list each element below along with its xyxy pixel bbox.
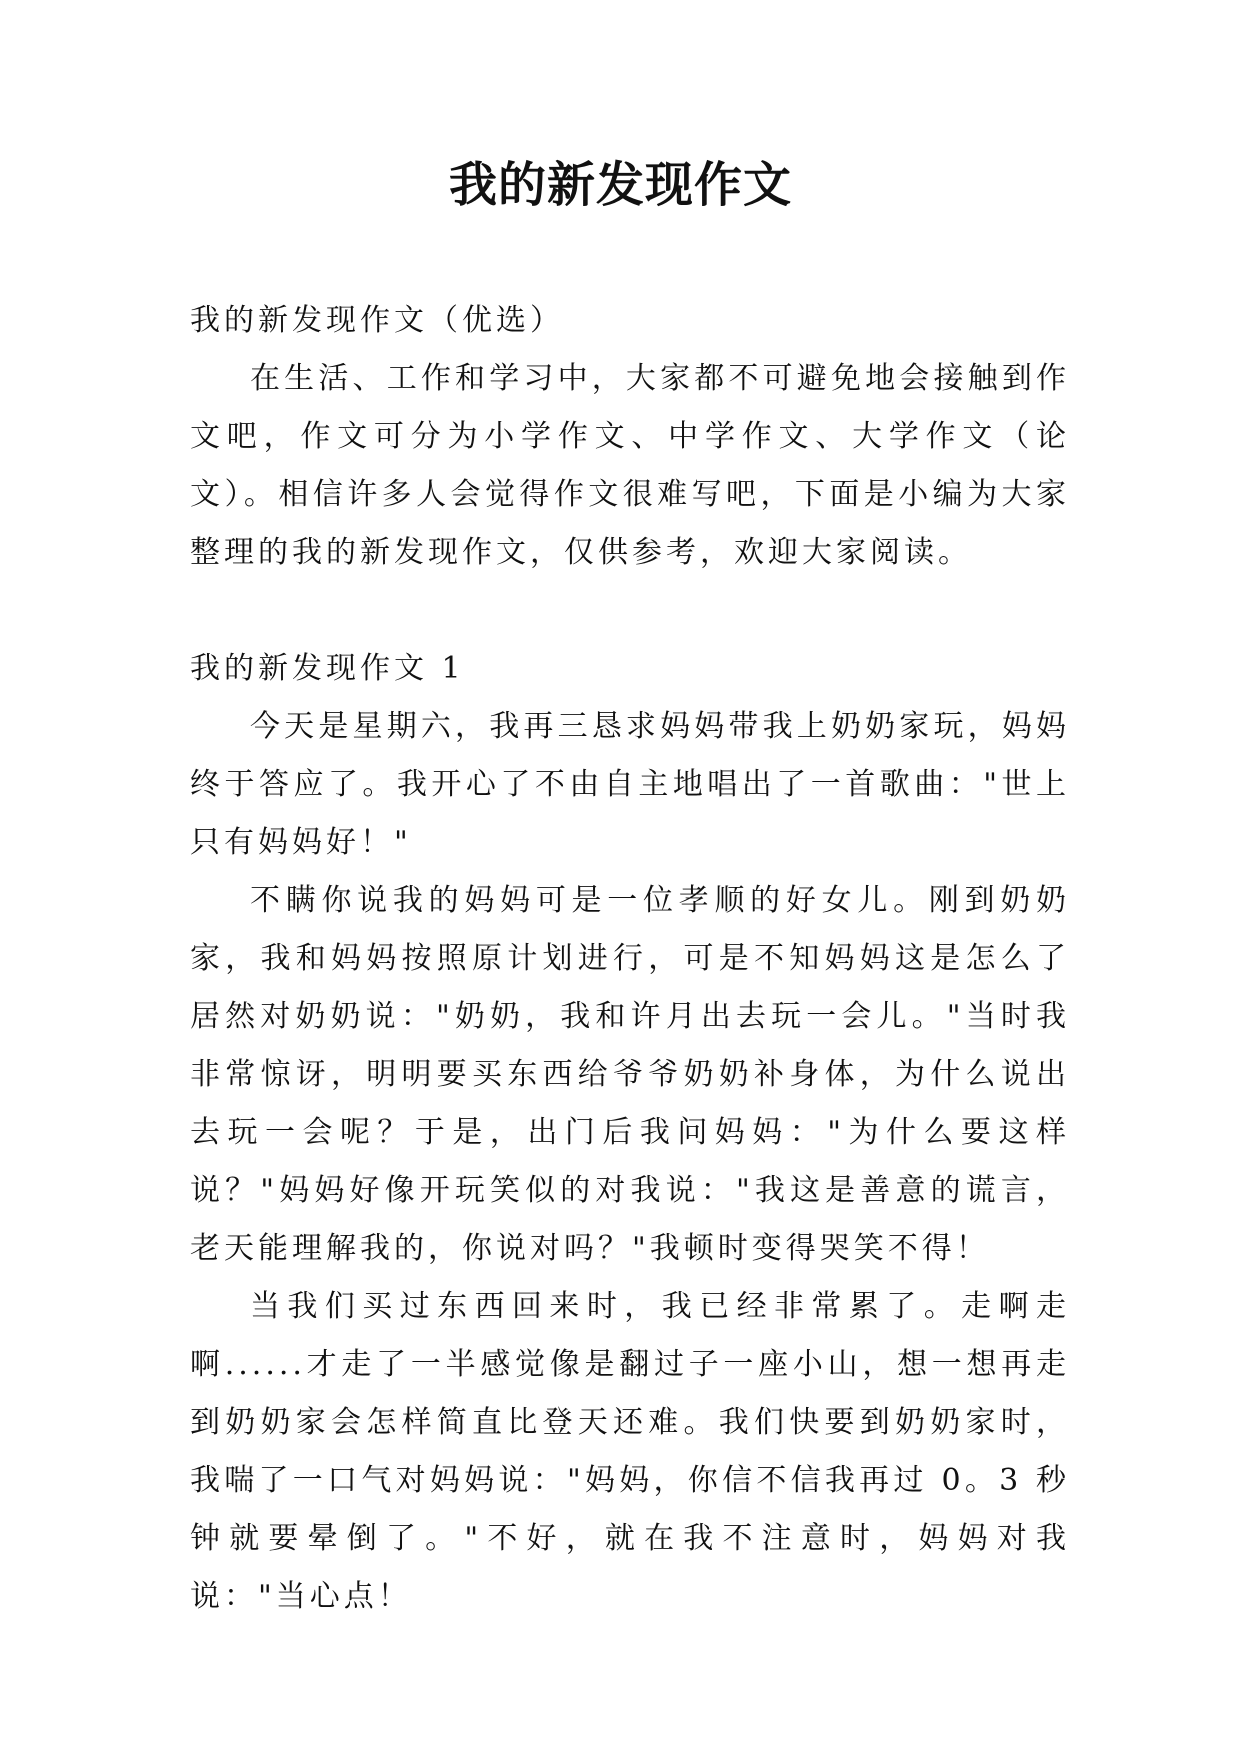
section-1-paragraph-2: 不瞒你说我的妈妈可是一位孝顺的好女儿。刚到奶奶家，我和妈妈按照原计划进行，可是不知妈妈这是怎么了居然对奶奶说："奶奶，我和许月出去玩一会儿。"当时我非常惊讶，明明要买东西给爷爷奶奶补身体，为什么说出去玩一会呢？于是，出门后我问妈妈："为什么要这样说？"妈妈好像开玩笑似的对我说："我这是善意的谎言，老天能理解我的，你说对吗？"我顿时变得哭笑不得！ (190, 883, 1070, 1266)
intro-heading: 我的新发现作文（优选） (190, 303, 564, 338)
section-1-heading: 我的新发现作文 1 (190, 651, 465, 686)
section-1-paragraph-3: 当我们买过东西回来时，我已经非常累了。走啊走啊......才走了一半感觉像是翻过子一座小山，想一想再走到奶奶家会怎样简直比登天还难。我们快要到奶奶家时，我喘了一口气对妈妈说："妈妈，你信不信我再过 0。3 秒钟就要晕倒了。"不好，就在我不注意时，妈妈对我说："当心点！ (190, 1289, 1070, 1614)
intro-paragraph: 在生活、工作和学习中，大家都不可避免地会接触到作文吧，作文可分为小学作文、中学作文、大学作文（论文）。相信许多人会觉得作文很难写吧，下面是小编为大家整理的我的新发现作文，仅供参考，欢迎大家阅读。 (190, 361, 1070, 570)
document-title: 我的新发现作文 (448, 157, 792, 213)
section-1-paragraph-1: 今天是星期六，我再三恳求妈妈带我上奶奶家玩，妈妈终于答应了。我开心了不由自主地唱出了一首歌曲："世上只有妈妈好！" (190, 709, 1070, 860)
document-body (190, 292, 1070, 1626)
section-spacer (190, 582, 1070, 640)
